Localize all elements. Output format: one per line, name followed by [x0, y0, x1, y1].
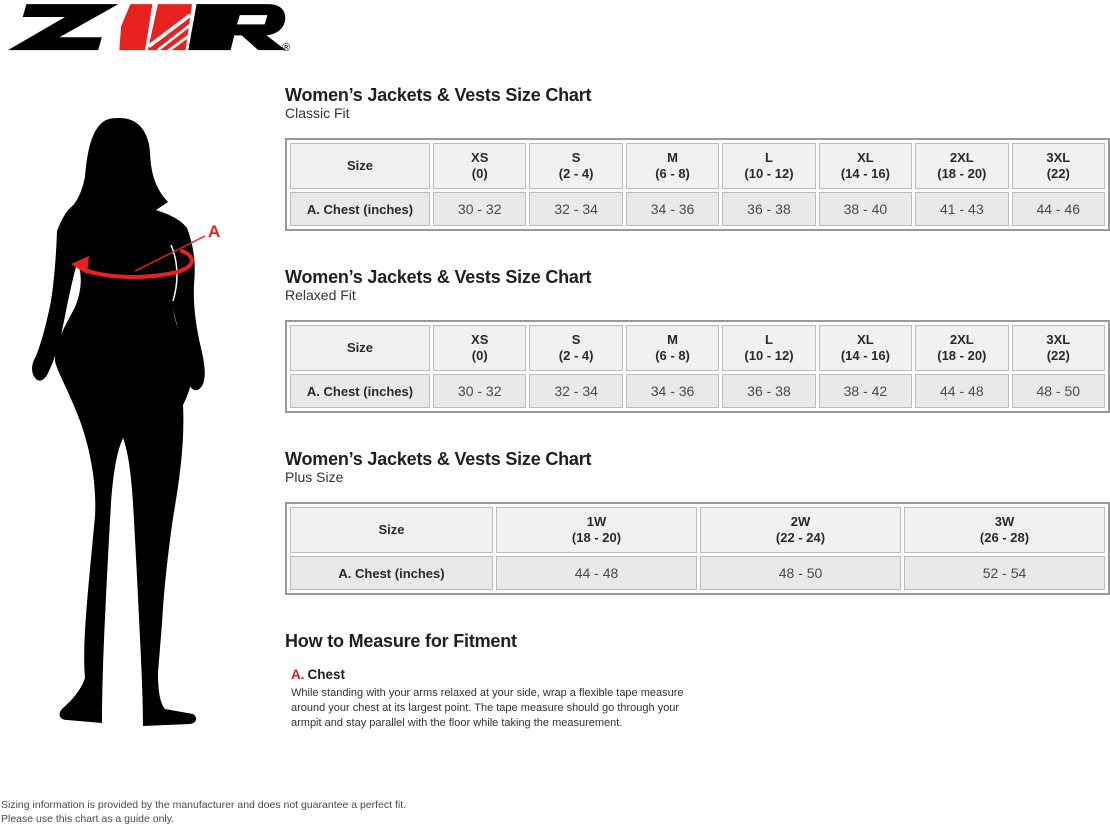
- value-cell: 44 - 46: [1012, 192, 1105, 226]
- size-col: 2XL (18 - 20): [915, 143, 1008, 189]
- value-cell: 32 - 34: [529, 374, 622, 408]
- size-col: S (2 - 4): [529, 143, 622, 189]
- disclaimer: [1, 798, 406, 826]
- measure-name: Chest: [307, 667, 346, 682]
- section-relaxed-fit: [285, 267, 1110, 413]
- chart-subtitle: Relaxed Fit: [285, 287, 356, 303]
- value-cell: 32 - 34: [529, 192, 622, 226]
- value-cell: 48 - 50: [1012, 374, 1105, 408]
- measure-item-title: [291, 667, 1110, 683]
- size-chart-content: [285, 85, 1110, 731]
- size-col: 2W (22 - 24): [700, 507, 901, 553]
- chart-title: Women’s Jackets & Vests Size Chart: [285, 449, 592, 469]
- section-plus-size: [285, 449, 1110, 595]
- value-cell: 34 - 36: [626, 192, 719, 226]
- chart-subtitle: Classic Fit: [285, 105, 350, 121]
- woman-silhouette-icon: [32, 118, 205, 726]
- classic-fit-table: [285, 138, 1110, 231]
- disclaimer-line-2: Please use this chart as a guide only.: [1, 813, 175, 825]
- table-header-row: [290, 507, 1105, 553]
- size-col: XL (14 - 16): [819, 325, 912, 371]
- row-label-cell: A. Chest (inches): [290, 192, 430, 226]
- size-col: 1W (18 - 20): [496, 507, 697, 553]
- size-col: L (10 - 12): [722, 143, 815, 189]
- value-cell: 36 - 38: [722, 192, 815, 226]
- size-col: XS (0): [433, 143, 526, 189]
- relaxed-fit-table: [285, 320, 1110, 413]
- measure-instructions: While standing with your arms relaxed at your side, wrap a flexible tape measure around your chest at its largest point. The tape measure should go through your armpit and stay parallel with the floor while taking the measurement.: [291, 687, 684, 729]
- chart-title: Women’s Jackets & Vests Size Chart: [285, 267, 592, 287]
- size-col: 3XL (22): [1012, 143, 1105, 189]
- table-row: [290, 556, 1105, 590]
- value-cell: 38 - 40: [819, 192, 912, 226]
- value-cell: 44 - 48: [915, 374, 1008, 408]
- marker-a-label: A: [208, 222, 221, 241]
- value-cell: 52 - 54: [904, 556, 1105, 590]
- measurement-figure: [25, 113, 240, 743]
- value-cell: 48 - 50: [700, 556, 901, 590]
- disclaimer-line-1: Sizing information is provided by the manufacturer and does not guarantee a perfect fit.: [1, 799, 407, 811]
- size-header-cell: Size: [290, 325, 430, 371]
- size-col: M (6 - 8): [626, 143, 719, 189]
- how-to-title: How to Measure for Fitment: [285, 631, 517, 651]
- table-header-row: [290, 143, 1105, 189]
- size-col: M (6 - 8): [626, 325, 719, 371]
- size-col: 3W (26 - 28): [904, 507, 1105, 553]
- value-cell: 34 - 36: [626, 374, 719, 408]
- size-col: XL (14 - 16): [819, 143, 912, 189]
- chart-subtitle: Plus Size: [285, 469, 344, 485]
- registered-mark: ®: [282, 41, 291, 53]
- chart-title: Women’s Jackets & Vests Size Chart: [285, 85, 592, 105]
- measure-letter: A.: [291, 667, 305, 682]
- red-one-icon: [119, 4, 192, 51]
- size-col: XS (0): [433, 325, 526, 371]
- table-header-row: [290, 325, 1105, 371]
- measure-item-chest: [285, 667, 1110, 731]
- table-row: [290, 374, 1105, 408]
- size-col: 3XL (22): [1012, 325, 1105, 371]
- size-header-cell: Size: [290, 143, 430, 189]
- row-label-cell: A. Chest (inches): [290, 374, 430, 408]
- plus-size-table: [285, 502, 1110, 595]
- z1r-brand-logo: [8, 3, 295, 53]
- letter-r-icon: [188, 4, 286, 50]
- value-cell: 36 - 38: [722, 374, 815, 408]
- letter-z-icon: [8, 4, 118, 50]
- value-cell: 44 - 48: [496, 556, 697, 590]
- size-col: L (10 - 12): [722, 325, 815, 371]
- size-header-cell: Size: [290, 507, 493, 553]
- value-cell: 30 - 32: [433, 192, 526, 226]
- table-row: [290, 192, 1105, 226]
- value-cell: 38 - 42: [819, 374, 912, 408]
- section-classic-fit: [285, 85, 1110, 231]
- value-cell: 30 - 32: [433, 374, 526, 408]
- size-col: S (2 - 4): [529, 325, 622, 371]
- size-col: 2XL (18 - 20): [915, 325, 1008, 371]
- row-label-cell: A. Chest (inches): [290, 556, 493, 590]
- section-how-to-measure: [285, 631, 1110, 731]
- value-cell: 41 - 43: [915, 192, 1008, 226]
